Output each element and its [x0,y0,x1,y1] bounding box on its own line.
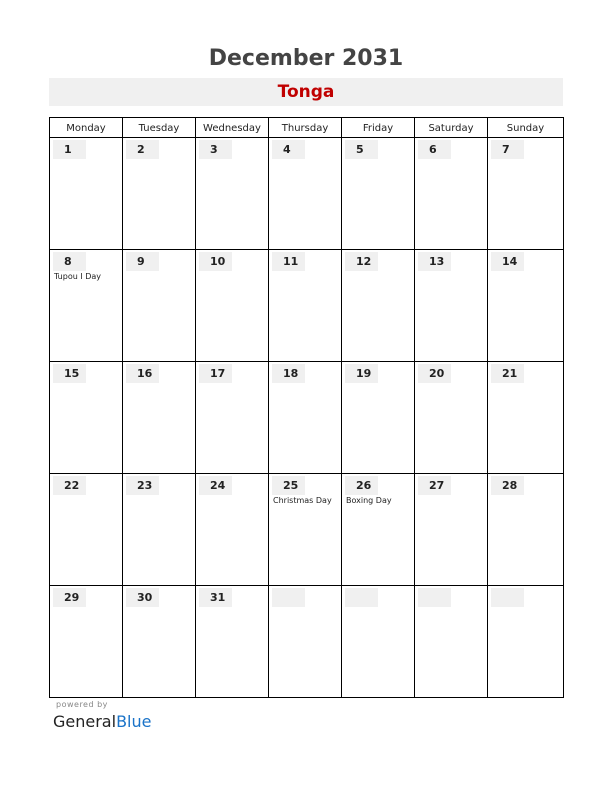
day-number: 31 [199,588,232,607]
day-number: 22 [53,476,86,495]
country-bar [49,78,563,106]
day-number: 29 [53,588,86,607]
day-number: 27 [418,476,451,495]
weekday-header-tuesday: Tuesday [122,117,195,138]
day-cell[interactable] [49,362,122,474]
day-number: 21 [491,364,524,383]
weekday-header-saturday: Saturday [414,117,487,138]
holiday-label: Christmas Day [273,496,332,505]
day-number: 8 [53,252,86,271]
brand-general: General [53,712,117,731]
day-number: 6 [418,140,451,159]
day-number: 25 [272,476,305,495]
day-number: 11 [272,252,305,271]
day-number [345,588,378,607]
day-cell[interactable] [414,362,487,474]
weekday-header-monday: Monday [49,117,122,138]
holiday-label: Tupou I Day [54,272,102,281]
day-cell[interactable] [195,250,268,362]
day-number: 12 [345,252,378,271]
day-cell[interactable] [487,474,564,586]
day-number: 1 [53,140,86,159]
day-number [418,588,451,607]
day-cell[interactable] [414,250,487,362]
day-cell[interactable] [268,362,341,474]
weekday-header-wednesday: Wednesday [195,117,268,138]
day-cell[interactable] [341,138,414,250]
day-cell[interactable] [487,250,564,362]
day-cell[interactable] [122,138,195,250]
day-cell[interactable] [195,138,268,250]
day-cell[interactable] [49,138,122,250]
weekday-header-thursday: Thursday [268,117,341,138]
day-cell[interactable] [414,138,487,250]
day-number: 20 [418,364,451,383]
brand-logo[interactable] [53,712,151,731]
day-cell[interactable] [487,586,564,698]
weekday-header-friday: Friday [341,117,414,138]
day-cell[interactable] [268,586,341,698]
day-number: 15 [53,364,86,383]
day-cell[interactable] [122,474,195,586]
day-cell[interactable] [195,586,268,698]
weekday-header-sunday: Sunday [487,117,564,138]
day-number: 26 [345,476,378,495]
day-number: 3 [199,140,232,159]
day-cell[interactable] [341,586,414,698]
day-cell[interactable] [122,586,195,698]
day-number: 17 [199,364,232,383]
day-cell[interactable] [341,474,414,586]
day-cell[interactable] [268,250,341,362]
day-number: 16 [126,364,159,383]
day-cell[interactable] [122,362,195,474]
day-cell[interactable] [49,250,122,362]
day-cell[interactable] [268,138,341,250]
day-cell[interactable] [49,474,122,586]
day-cell[interactable] [195,474,268,586]
day-number: 13 [418,252,451,271]
day-cell[interactable] [487,362,564,474]
day-number: 23 [126,476,159,495]
country-name: Tonga [277,82,335,102]
brand-blue: Blue [116,712,152,731]
day-number: 14 [491,252,524,271]
day-number: 24 [199,476,232,495]
day-number: 28 [491,476,524,495]
day-number [491,588,524,607]
calendar-title: December 2031 [208,46,404,71]
day-cell[interactable] [268,474,341,586]
day-cell[interactable] [122,250,195,362]
day-cell[interactable] [487,138,564,250]
day-number: 5 [345,140,378,159]
day-number: 10 [199,252,232,271]
day-number [272,588,305,607]
day-number: 7 [491,140,524,159]
powered-by-label: powered by [56,700,108,709]
day-number: 9 [126,252,159,271]
day-number: 4 [272,140,305,159]
day-cell[interactable] [195,362,268,474]
day-number: 18 [272,364,305,383]
holiday-label: Boxing Day [346,496,392,505]
day-cell[interactable] [414,586,487,698]
day-number: 19 [345,364,378,383]
day-cell[interactable] [341,362,414,474]
day-cell[interactable] [341,250,414,362]
day-cell[interactable] [414,474,487,586]
day-cell[interactable] [49,586,122,698]
day-number: 30 [126,588,159,607]
day-number: 2 [126,140,159,159]
calendar-grid [49,117,564,697]
